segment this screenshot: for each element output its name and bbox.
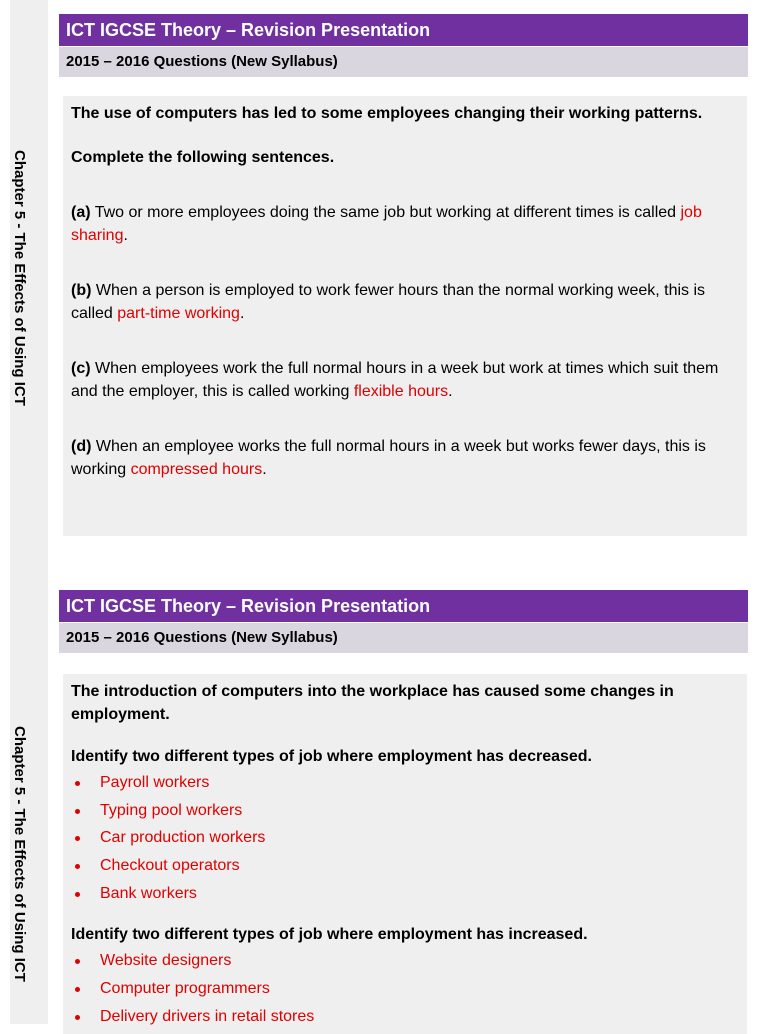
- list-item: Computer programmers: [71, 975, 737, 1003]
- slide-title: ICT IGCSE Theory – Revision Presentation: [59, 14, 748, 46]
- item-text: When a person is employed to work fewer hours than the normal working week, this is called: [71, 282, 706, 322]
- list-item: Delivery drivers in retail stores: [71, 1003, 737, 1031]
- question-intro: The introduction of computers into the workplace has caused some changes in employment.: [71, 683, 674, 723]
- sentence-c: [71, 357, 737, 403]
- sentence-d: [71, 435, 737, 481]
- chapter-label: Chapter 5 - The Effects of Using ICT: [11, 726, 28, 982]
- item-answer: compressed hours: [130, 461, 263, 478]
- list-item: Typing pool workers: [71, 797, 737, 825]
- item-end: .: [262, 461, 267, 478]
- slide-subtitle: 2015 – 2016 Questions (New Syllabus): [59, 623, 748, 653]
- question-instruction: Complete the following sentences.: [71, 149, 335, 166]
- item-answer: flexible hours: [353, 383, 449, 400]
- sentence-b: [71, 279, 737, 325]
- list-item: Bank workers: [71, 880, 737, 908]
- item-text: Two or more employees doing the same job but working at different times is called: [90, 204, 681, 221]
- item-letter: (a): [71, 204, 91, 221]
- item-text: When employees work the full normal hours in a week but work at times which suit them and the employer, this is called working: [71, 360, 719, 400]
- item-end: .: [123, 227, 128, 244]
- slide-title: ICT IGCSE Theory – Revision Presentation: [59, 590, 748, 622]
- list-item: Payroll workers: [71, 769, 737, 797]
- question-box: [63, 674, 747, 1034]
- item-letter: (d): [71, 438, 92, 455]
- item-answer: part-time working: [117, 305, 240, 322]
- question-intro: The use of computers has led to some employees changing their working patterns.: [71, 105, 703, 122]
- item-letter: (b): [71, 282, 92, 299]
- question-increased: Identify two different types of job where employment has increased.: [71, 926, 588, 944]
- increased-list: [71, 947, 737, 1030]
- question-box: [63, 96, 747, 536]
- item-answer: job sharing: [71, 204, 702, 244]
- sentence-a: [71, 201, 737, 247]
- item-letter: (c): [71, 360, 91, 377]
- item-end: .: [239, 305, 245, 322]
- question-decreased: Identify two different types of job where employment has decreased.: [71, 748, 592, 765]
- item-text: When an employee works the full normal hours in a week but works fewer days, this is working: [71, 438, 706, 478]
- slide-2: [0, 576, 768, 1024]
- list-item: Website designers: [71, 947, 737, 975]
- decreased-list: [71, 769, 737, 907]
- list-item: Car production workers: [71, 824, 737, 852]
- list-item: Checkout operators: [71, 852, 737, 880]
- slide-subtitle: 2015 – 2016 Questions (New Syllabus): [59, 47, 748, 77]
- chapter-label: Chapter 5 - The Effects of Using ICT: [11, 150, 28, 406]
- item-end: .: [448, 383, 453, 400]
